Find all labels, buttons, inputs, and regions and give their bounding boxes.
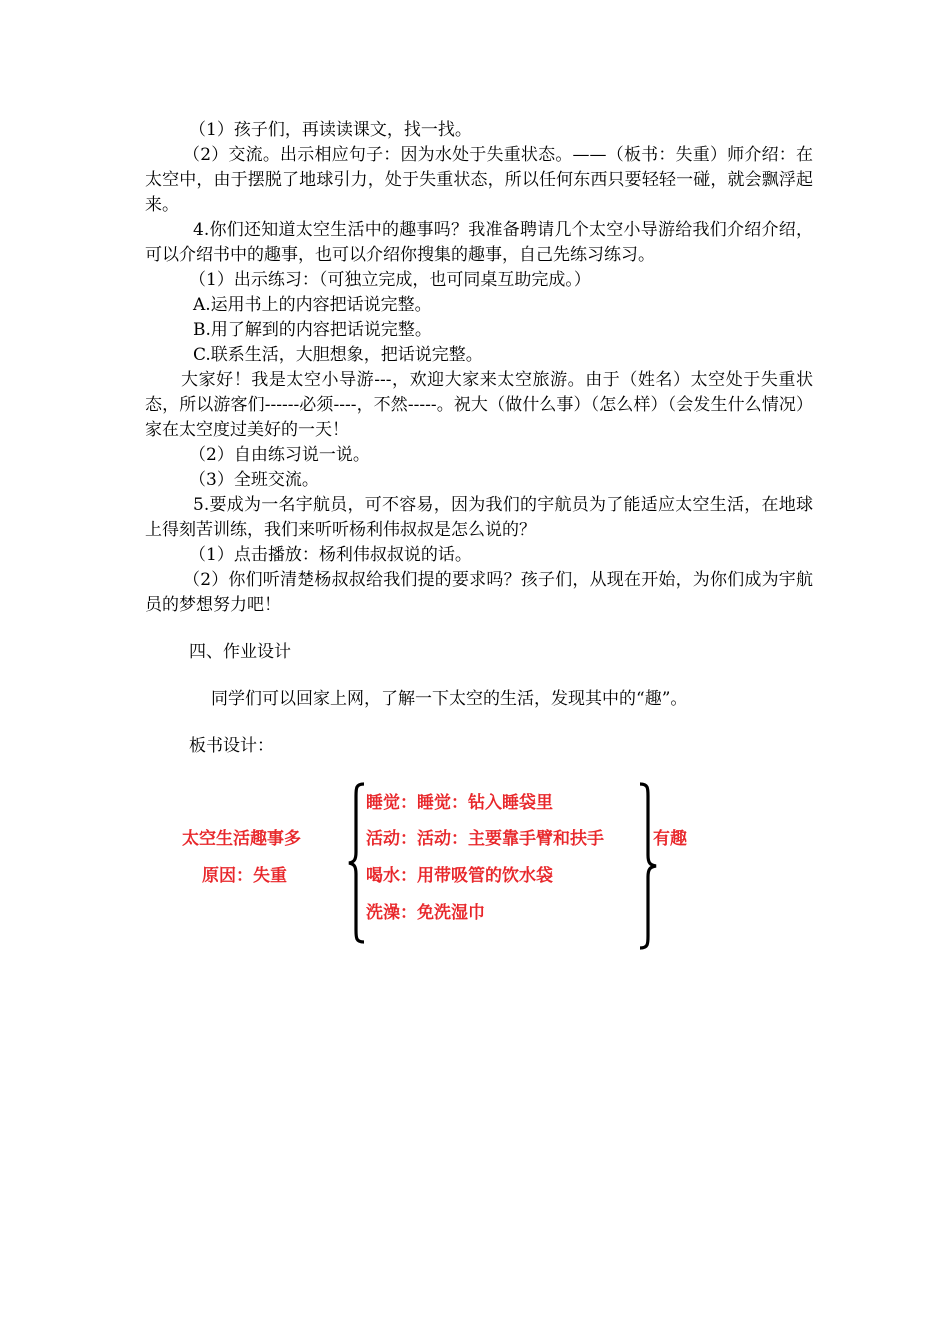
homework-text: 同学们可以回家上网，了解一下太空的生活，发现其中的“趣”。 (211, 689, 688, 709)
board-heading: 板书设计： (189, 736, 274, 756)
board-item-activity: 活动：活动：主要靠手臂和扶手 (366, 829, 604, 849)
left-brace-icon (346, 782, 368, 944)
paragraph-option-a: A.运用书上的内容把话说完整。 (193, 295, 432, 315)
paragraph-class-share: （3）全班交流。 (189, 470, 319, 490)
board-item-sleep: 睡觉：睡觉：钻入睡袋里 (366, 793, 553, 813)
paragraph-requirements: （2）你们听清楚杨叔叔给我们提的要求吗？孩子们，从现在开始，为你们成为宇航员的梦想努力吧！ (145, 570, 813, 615)
board-right-label: 有趣 (653, 829, 687, 849)
paragraph-guide-intro: 4.你们还知道太空生活中的趣事吗？我准备聘请几个太空小导游给我们介绍介绍，可以介绍书中的趣事，也可以介绍你搜集的趣事，自己先练习练习。 (145, 220, 813, 265)
paragraph-option-c: C.联系生活，大胆想象，把话说完整。 (193, 345, 483, 365)
paragraph-template: 大家好！我是太空小导游---，欢迎大家来太空旅游。由于（姓名）太空处于失重状态，所以游客们------必须----，不然-----。祝大（做什么事）（怎么样）（会发生什么情况） 家在太空度过美好的一天！ (145, 370, 813, 440)
board-item-bath: 洗澡：免洗湿巾 (366, 903, 485, 923)
homework-heading: 四、作业设计 (189, 642, 291, 662)
paragraph-reread: （1）孩子们，再读读课文，找一找。 (189, 120, 472, 140)
board-item-drink: 喝水：用带吸管的饮水袋 (366, 866, 553, 886)
paragraph-astronaut: 5.要成为一名宇航员，可不容易，因为我们的宇航员为了能适应太空生活，在地球上得刻苦训练，我们来听听杨利伟叔叔是怎么说的？ (145, 495, 813, 540)
paragraph-exchange: （2）交流。出示相应句子：因为水处于失重状态。——（板书：失重）师介绍：在太空中，由于摆脱了地球引力，处于失重状态，所以任何东西只要轻轻一碰，就会飘浮起来。 (145, 145, 813, 215)
paragraph-practice: （2）自由练习说一说。 (189, 445, 370, 465)
paragraph-exercise: （1）出示练习：（可独立完成，也可同桌互助完成。） (189, 270, 591, 290)
right-brace-icon (636, 782, 660, 950)
paragraph-option-b: B.用了解到的内容把话说完整。 (193, 320, 432, 340)
board-left-title: 太空生活趣事多 (182, 829, 301, 849)
paragraph-play: （1）点击播放：杨利伟叔叔说的话。 (189, 545, 472, 565)
board-left-reason: 原因：失重 (202, 866, 287, 886)
